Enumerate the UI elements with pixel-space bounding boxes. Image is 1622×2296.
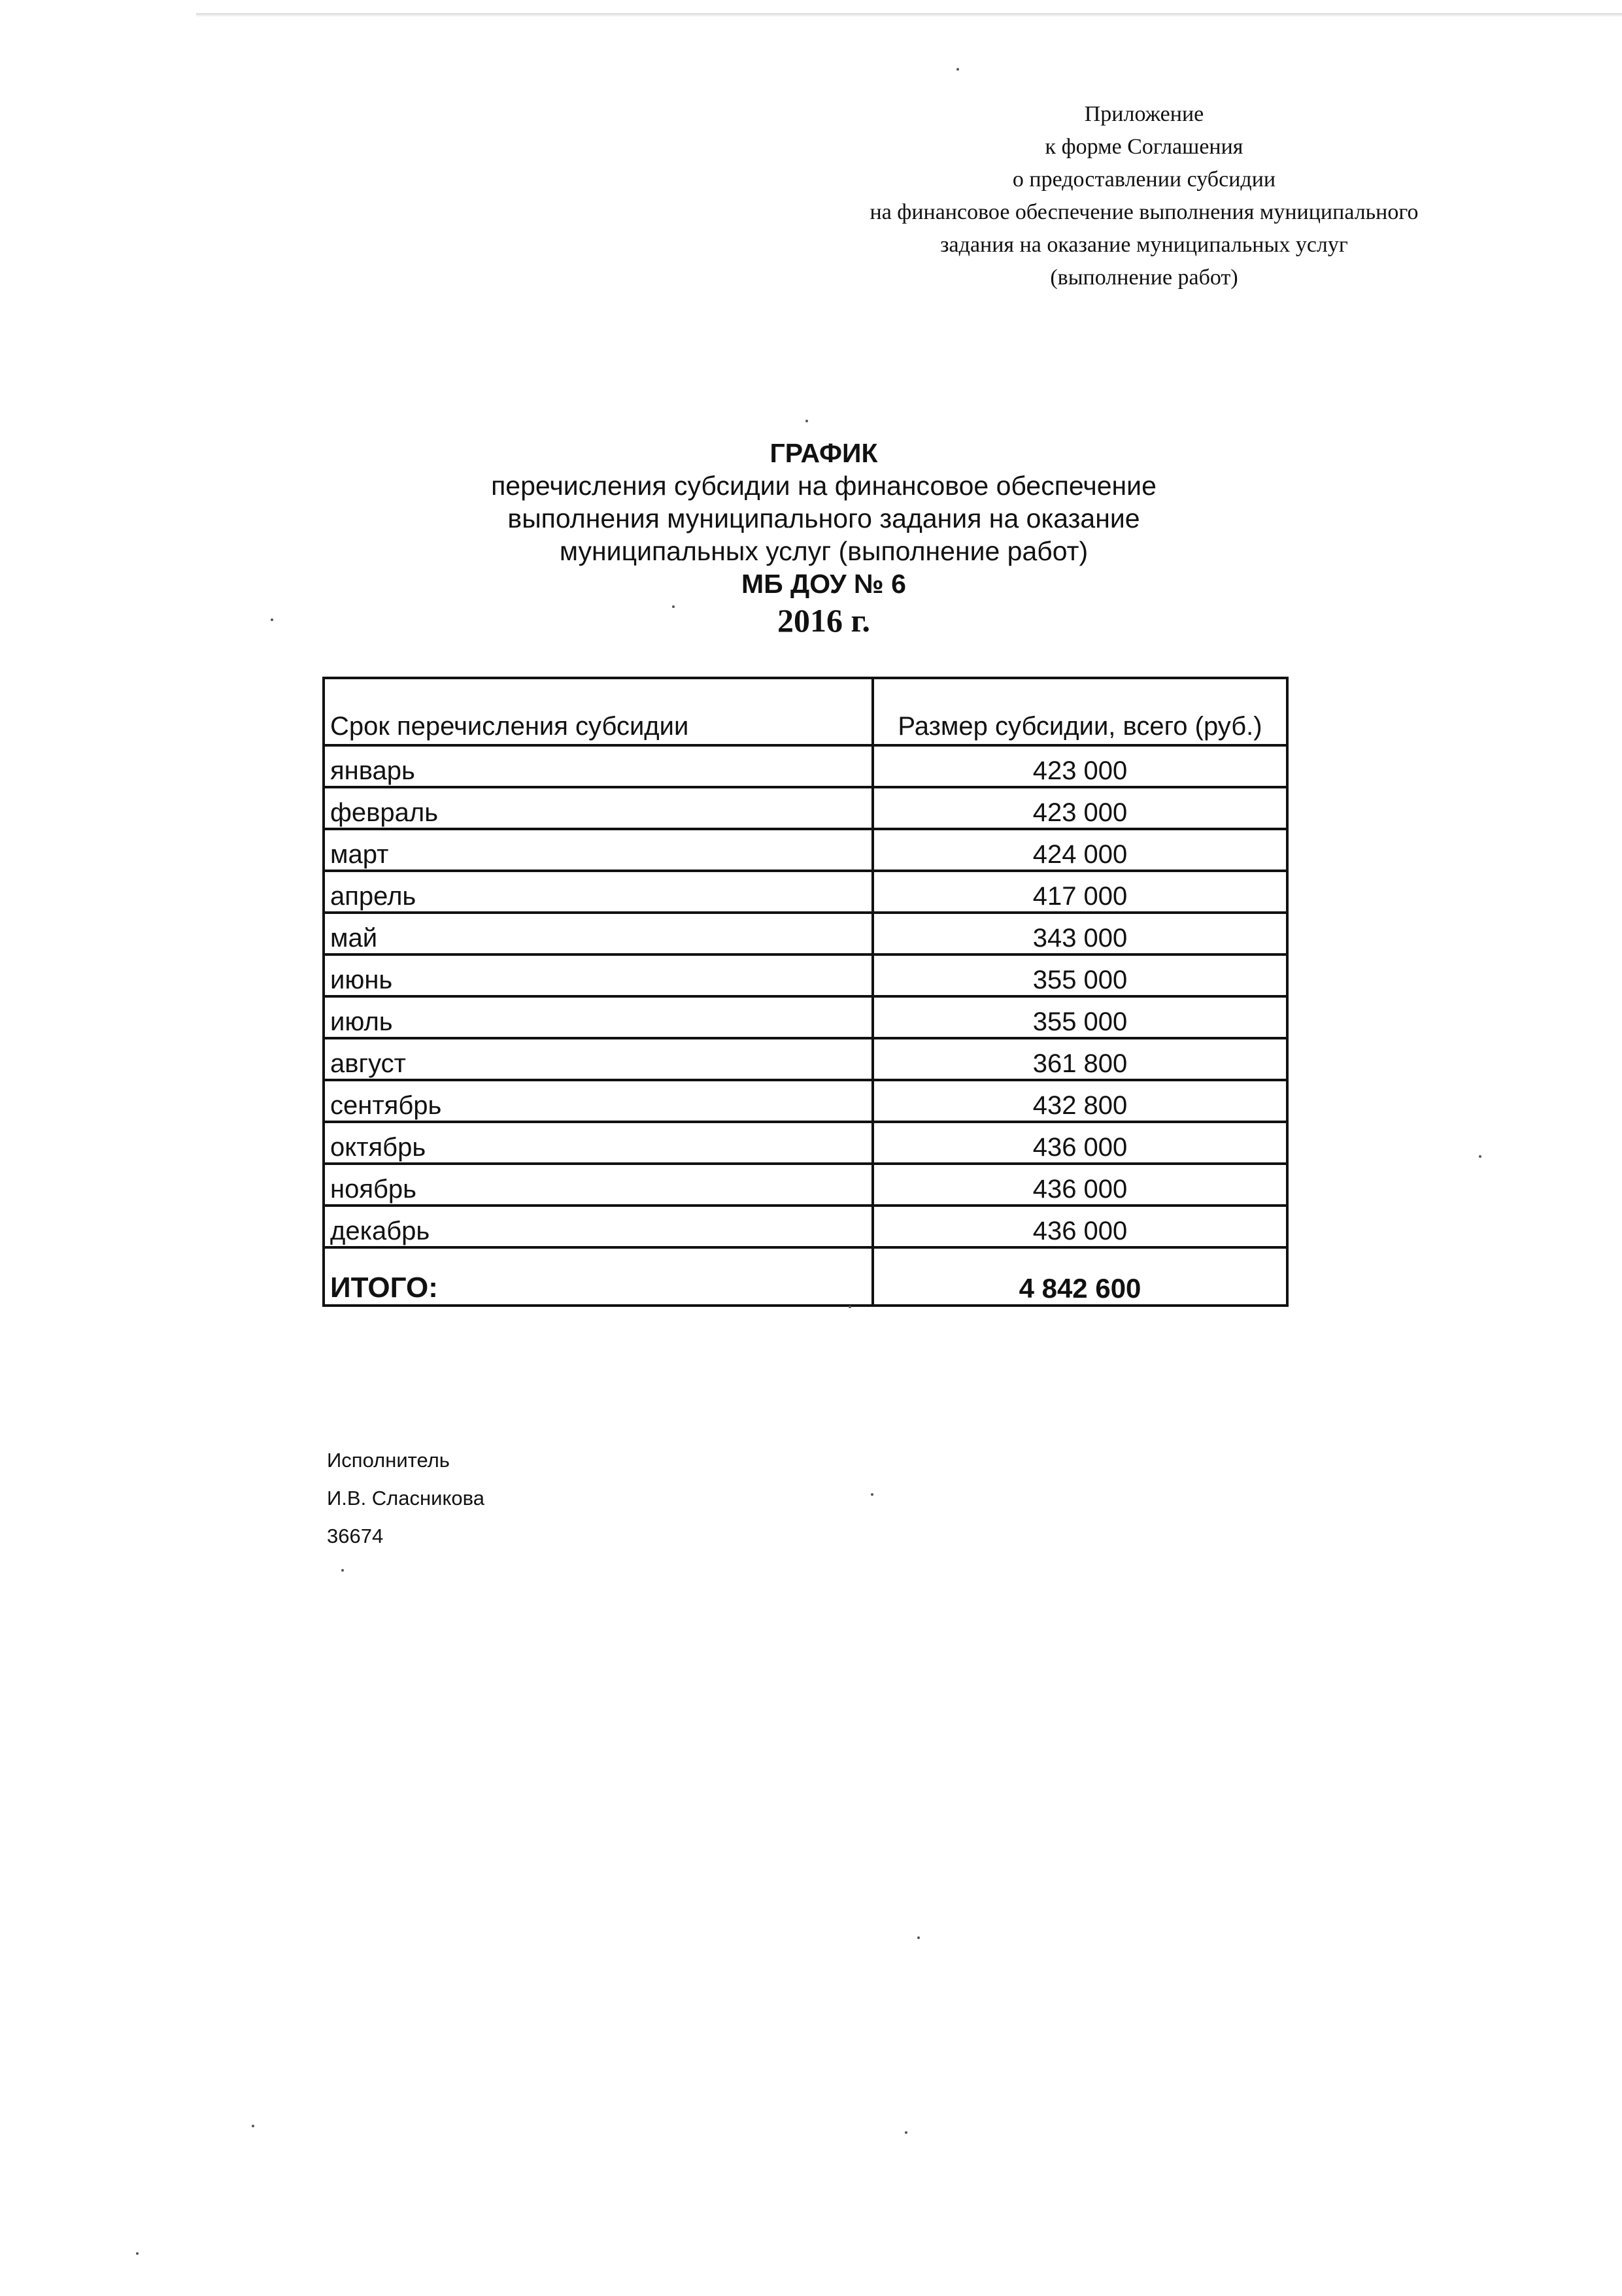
executor-label: Исполнитель [327,1449,450,1472]
document-subtitle-line: перечисления субсидии на финансовое обеспечение [491,471,1157,501]
amount-cell: 436 000 [873,1122,1287,1164]
month-cell: июль [324,996,873,1038]
amount-cell: 424 000 [873,829,1287,871]
appendix-line: Приложение [1084,102,1204,126]
scan-speck [271,618,273,621]
scan-speck [917,1936,920,1939]
amount-cell: 436 000 [873,1206,1287,1247]
appendix-line: о предоставлении субсидии [1012,167,1276,192]
scan-speck [672,605,675,608]
month-cell: ноябрь [324,1164,873,1206]
amount-cell: 417 000 [873,871,1287,913]
scan-speck [956,68,959,71]
document-subtitle-line: муниципальных услуг (выполнение работ) [559,536,1089,566]
table-row [324,954,1287,996]
executor-phone: 36674 [327,1525,384,1547]
scan-speck [871,1493,873,1496]
table-header-row [324,678,1287,745]
month-cell: октябрь [324,1122,873,1164]
amount-cell: 355 000 [873,996,1287,1038]
appendix-line: к форме Соглашения [1045,135,1243,159]
organization-name: МБ ДОУ № 6 [741,569,906,599]
month-cell: февраль [324,787,873,829]
table-row [324,1038,1287,1080]
month-cell: август [324,1038,873,1080]
document-subtitle-line: выполнения муниципального задания на оказание [507,503,1140,533]
table-row [324,1164,1287,1206]
appendix-line: (выполнение работ) [1050,265,1238,290]
table-row [324,1122,1287,1164]
scan-speck [252,2125,254,2127]
table-total-row [324,1247,1287,1306]
table-row [324,996,1287,1038]
appendix-note [771,98,1517,294]
scan-speck [805,420,808,422]
total-amount: 4 842 600 [873,1247,1287,1306]
scan-speck [1479,1155,1481,1158]
amount-cell: 432 800 [873,1080,1287,1122]
amount-cell: 423 000 [873,745,1287,787]
appendix-line: задания на оказание муниципальных услуг [940,233,1348,257]
amount-cell: 343 000 [873,913,1287,954]
document-title-block [392,437,1255,641]
table-row [324,1080,1287,1122]
subsidy-schedule-table [322,677,1289,1307]
document-year: 2016 г. [777,602,871,639]
executor-block [327,1442,484,1555]
amount-column-header: Размер субсидии, всего (руб.) [873,678,1287,745]
appendix-line: на финансовое обеспечение выполнения муниципального [870,200,1419,224]
amount-cell: 355 000 [873,954,1287,996]
table-row [324,913,1287,954]
scan-speck [136,2252,139,2255]
month-cell: январь [324,745,873,787]
month-cell: апрель [324,871,873,913]
amount-cell: 423 000 [873,787,1287,829]
scan-page-edge [196,13,1622,17]
month-cell: май [324,913,873,954]
amount-cell: 361 800 [873,1038,1287,1080]
table-row [324,1206,1287,1247]
month-cell: сентябрь [324,1080,873,1122]
month-cell: июнь [324,954,873,996]
month-cell: декабрь [324,1206,873,1247]
document-heading: ГРАФИК [769,438,878,468]
period-column-header: Срок перечисления субсидии [324,678,873,745]
scan-speck [905,2131,907,2134]
total-label: ИТОГО: [324,1247,873,1306]
scan-speck [849,1306,851,1308]
scan-speck [341,1569,344,1572]
table-row [324,745,1287,787]
executor-name: И.В. Сласникова [327,1487,484,1510]
table-row [324,787,1287,829]
amount-cell: 436 000 [873,1164,1287,1206]
table-row [324,871,1287,913]
table-row [324,829,1287,871]
month-cell: март [324,829,873,871]
